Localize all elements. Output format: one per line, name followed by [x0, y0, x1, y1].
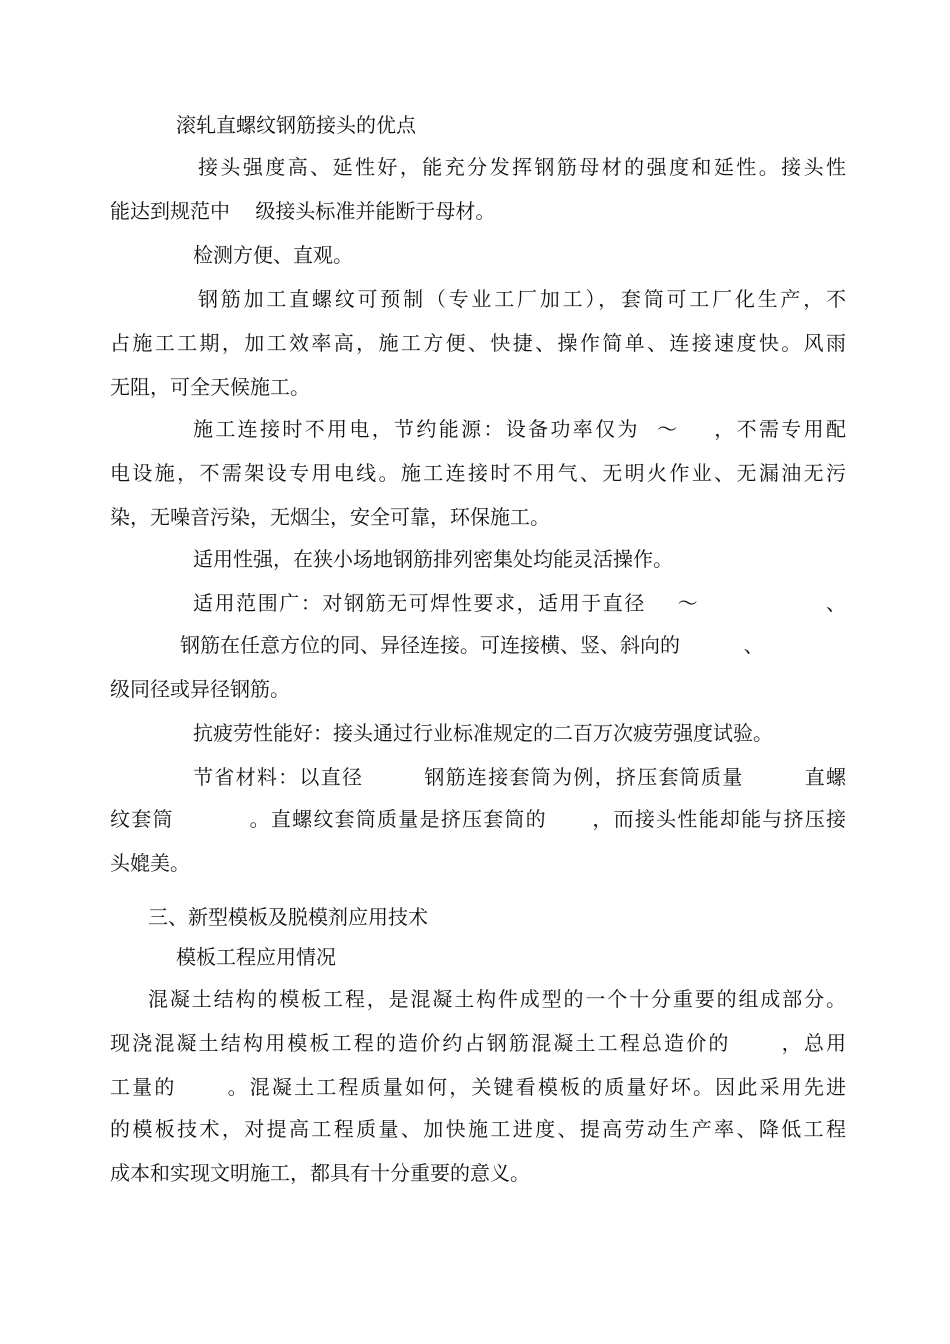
subheading: 模板工程应用情况	[176, 945, 336, 969]
paragraph-line: 钢筋加工直螺纹可预制（专业工厂加工），套筒可工厂化生产，不	[198, 287, 846, 311]
paragraph-line: 占施工工期，加工效率高，施工方便、快捷、操作简单、连接速度快。风雨	[110, 331, 846, 355]
paragraph-line: 现浇混凝土结构用模板工程的造价约占钢筋混凝土工程总造价的 ，总用	[110, 1031, 846, 1055]
heading-line: 滚轧直螺纹钢筋接头的优点	[176, 113, 416, 137]
paragraph-line: 级同径或异径钢筋。	[110, 677, 290, 701]
paragraph-line: 纹套筒 。直螺纹套筒质量是挤压套筒的 ，而接头性能却能与挤压接	[110, 807, 846, 831]
paragraph-line: 的模板技术，对提高工程质量、加快施工进度、提高劳动生产率、降低工程	[110, 1117, 846, 1141]
paragraph-line: 抗疲劳性能好：接头通过行业标准规定的二百万次疲劳强度试验。	[193, 721, 773, 745]
paragraph-line: 成本和实现文明施工，都具有十分重要的意义。	[110, 1161, 530, 1185]
paragraph-line: 染，无噪音污染，无烟尘，安全可靠，环保施工。	[110, 505, 550, 529]
paragraph-line: 检测方便、直观。	[193, 243, 353, 267]
paragraph-line: 头媲美。	[110, 851, 190, 875]
paragraph-line: 混凝土结构的模板工程，是混凝土构件成型的一个十分重要的组成部分。	[148, 987, 846, 1011]
paragraph-line: 适用范围广：对钢筋无可焊性要求，适用于直径 ～ 、	[193, 591, 846, 615]
paragraph-line: 能达到规范中 级接头标准并能断于母材。	[110, 199, 496, 223]
paragraph-line: 节省材料：以直径 钢筋连接套筒为例，挤压套筒质量 直螺	[193, 765, 846, 789]
paragraph-line: 电设施，不需架设专用电线。施工连接时不用气、无明火作业、无漏油无污	[110, 461, 846, 485]
paragraph-line: 无阻，可全天候施工。	[110, 375, 310, 399]
section-heading: 三、新型模板及脱模剂应用技术	[148, 905, 428, 929]
paragraph-line: 钢筋在任意方位的同、异径连接。可连接横、竖、斜向的 、	[180, 633, 764, 657]
paragraph-line: 接头强度高、延性好，能充分发挥钢筋母材的强度和延性。接头性	[198, 155, 846, 179]
paragraph-line: 适用性强，在狭小场地钢筋排列密集处均能灵活操作。	[193, 547, 673, 571]
paragraph-line: 施工连接时不用电，节约能源：设备功率仅为 ～ ，不需专用配	[193, 417, 846, 441]
paragraph-line: 工量的 。混凝土工程质量如何，关键看模板的质量好坏。因此采用先进	[110, 1075, 846, 1099]
